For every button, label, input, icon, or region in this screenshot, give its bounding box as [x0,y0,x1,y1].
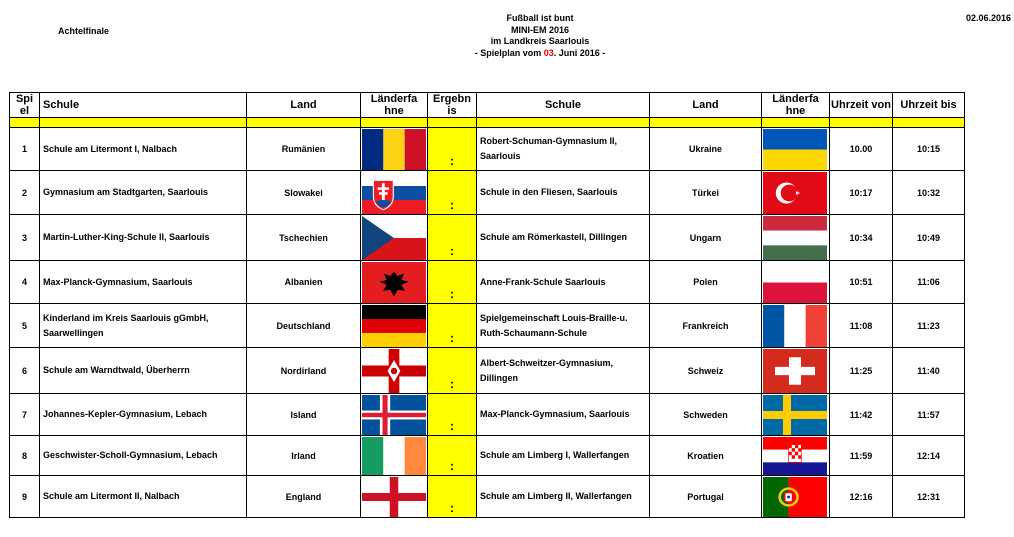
home-country: Irland [247,436,361,476]
highlight-row [10,118,965,128]
away-school: Schule am Limberg II, Wallerfangen [477,476,650,518]
home-flag [361,215,428,261]
away-flag [762,171,830,215]
match-result: : [428,128,477,171]
home-school: Martin-Luther-King-Schule II, Saarlouis [40,215,247,261]
match-number: 3 [10,215,40,261]
ukraine-flag-icon [763,129,827,170]
col-header-flagge-2: Länderfa hne [762,93,830,118]
title-line-4-day: 03 [543,47,554,58]
away-country: Türkei [650,171,762,215]
round-label: Achtelfinale [58,26,110,36]
title-line-4 [400,48,680,60]
header-row [10,93,965,118]
col-header-schule-2: Schule [477,93,650,118]
start-time: 11:08 [830,304,893,348]
away-flag [762,436,830,476]
away-flag [762,394,830,436]
away-flag [762,261,830,304]
away-country: Ukraine [650,128,762,171]
away-country: Polen [650,261,762,304]
france-flag-icon [763,305,827,347]
col-header-land-1: Land [247,93,361,118]
end-time: 12:14 [893,436,965,476]
start-time: 11:42 [830,394,893,436]
match-result: : [428,348,477,394]
czech-flag-icon [362,216,426,260]
title-line-4-suffix: . Juni 2016 - [553,47,606,58]
home-country: Nordirland [247,348,361,394]
start-time: 10:34 [830,215,893,261]
col-header-schule-1: Schule [40,93,247,118]
title-block [400,13,680,59]
albania-flag-icon [362,262,426,303]
match-number: 5 [10,304,40,348]
home-school: Schule am Litermont I, Nalbach [40,128,247,171]
away-school: Robert-Schuman-Gymnasium II, Saarlouis [477,128,650,171]
away-flag [762,476,830,518]
match-row [10,436,965,476]
match-result: : [428,436,477,476]
title-line-4-prefix: - Spielplan vom [474,47,544,58]
home-flag [361,394,428,436]
title-line-2: MINI-EM 2016 [510,24,570,35]
match-number: 6 [10,348,40,394]
northern-ireland-flag-icon [362,349,426,393]
away-country: Schweiz [650,348,762,394]
end-time: 10:32 [893,171,965,215]
away-flag [762,215,830,261]
away-school: Anne-Frank-Schule Saarlouis [477,261,650,304]
match-number: 8 [10,436,40,476]
away-country: Ungarn [650,215,762,261]
home-country: Slowakei [247,171,361,215]
slovakia-flag-icon [362,172,426,214]
match-result: : [428,171,477,215]
match-result: : [428,394,477,436]
match-row [10,394,965,436]
home-flag [361,261,428,304]
away-school: Schule in den Fliesen, Saarlouis [477,171,650,215]
home-flag [361,476,428,518]
home-country: Tschechien [247,215,361,261]
home-flag [361,304,428,348]
switzerland-flag-icon [763,349,827,393]
match-row [10,261,965,304]
document-date: 02.06.2016 [966,13,1012,23]
col-header-uhrzeit-bis: Uhrzeit bis [893,93,965,118]
away-country: Kroatien [650,436,762,476]
match-schedule-table [9,92,965,518]
home-flag [361,171,428,215]
turkey-flag-icon [763,172,827,214]
away-country: Schweden [650,394,762,436]
end-time: 11:23 [893,304,965,348]
away-school: Max-Planck-Gymnasium, Saarlouis [477,394,650,436]
start-time: 10.00 [830,128,893,171]
home-country: England [247,476,361,518]
match-result: : [428,261,477,304]
away-flag [762,128,830,171]
match-result: : [428,476,477,518]
col-header-uhrzeit-von: Uhrzeit von [830,93,893,118]
col-header-spiel: Spi el [10,93,40,118]
end-time: 10:15 [893,128,965,171]
match-number: 4 [10,261,40,304]
away-school: Albert-Schweitzer-Gymnasium, Dillingen [477,348,650,394]
away-country: Portugal [650,476,762,518]
home-school: Schule am Warndtwald, Überherrn [40,348,247,394]
match-row [10,171,965,215]
home-school: Kinderland im Kreis Saarlouis gGmbH, Saarwellingen [40,304,247,348]
col-header-land-2: Land [650,93,762,118]
end-time: 12:31 [893,476,965,518]
match-row [10,304,965,348]
home-flag [361,128,428,171]
end-time: 11:40 [893,348,965,394]
home-country: Rumänien [247,128,361,171]
portugal-flag-icon [763,477,827,517]
start-time: 10:51 [830,261,893,304]
match-row [10,348,965,394]
title-line-3: im Landkreis Saarlouis [490,36,590,46]
away-flag [762,304,830,348]
england-flag-icon [362,477,426,517]
away-school: Schule am Römerkastell, Dillingen [477,215,650,261]
away-school: Schule am Limberg I, Wallerfangen [477,436,650,476]
home-school: Geschwister-Scholl-Gymnasium, Lebach [40,436,247,476]
match-row [10,476,965,518]
end-time: 11:57 [893,394,965,436]
away-country: Frankreich [650,304,762,348]
home-school: Johannes-Kepler-Gymnasium, Lebach [40,394,247,436]
germany-flag-icon [362,305,426,347]
poland-flag-icon [763,262,827,303]
home-school: Schule am Litermont II, Nalbach [40,476,247,518]
match-result: : [428,215,477,261]
home-school: Gymnasium am Stadtgarten, Saarlouis [40,171,247,215]
col-header-ergebnis: Ergebn is [428,93,477,118]
home-school: Max-Planck-Gymnasium, Saarlouis [40,261,247,304]
col-header-flagge-1: Länderfa hne [361,93,428,118]
match-row [10,128,965,171]
away-school: Spielgemeinschaft Louis-Braille-u. Ruth-Schaumann-Schule [477,304,650,348]
match-row [10,215,965,261]
match-number: 1 [10,128,40,171]
home-country: Albanien [247,261,361,304]
match-number: 9 [10,476,40,518]
start-time: 11:25 [830,348,893,394]
iceland-flag-icon [362,395,426,435]
romania-flag-icon [362,129,426,170]
croatia-flag-icon [763,437,827,475]
start-time: 12:16 [830,476,893,518]
home-flag [361,436,428,476]
home-country: Island [247,394,361,436]
match-number: 2 [10,171,40,215]
end-time: 11:06 [893,261,965,304]
match-result: : [428,304,477,348]
home-flag [361,348,428,394]
hungary-flag-icon [763,216,827,260]
home-country: Deutschland [247,304,361,348]
away-flag [762,348,830,394]
match-number: 7 [10,394,40,436]
start-time: 10:17 [830,171,893,215]
ireland-flag-icon [362,437,426,475]
title-line-1: Fußball ist bunt [506,13,574,23]
end-time: 10:49 [893,215,965,261]
sweden-flag-icon [763,395,827,435]
match-list [10,128,965,518]
start-time: 11:59 [830,436,893,476]
